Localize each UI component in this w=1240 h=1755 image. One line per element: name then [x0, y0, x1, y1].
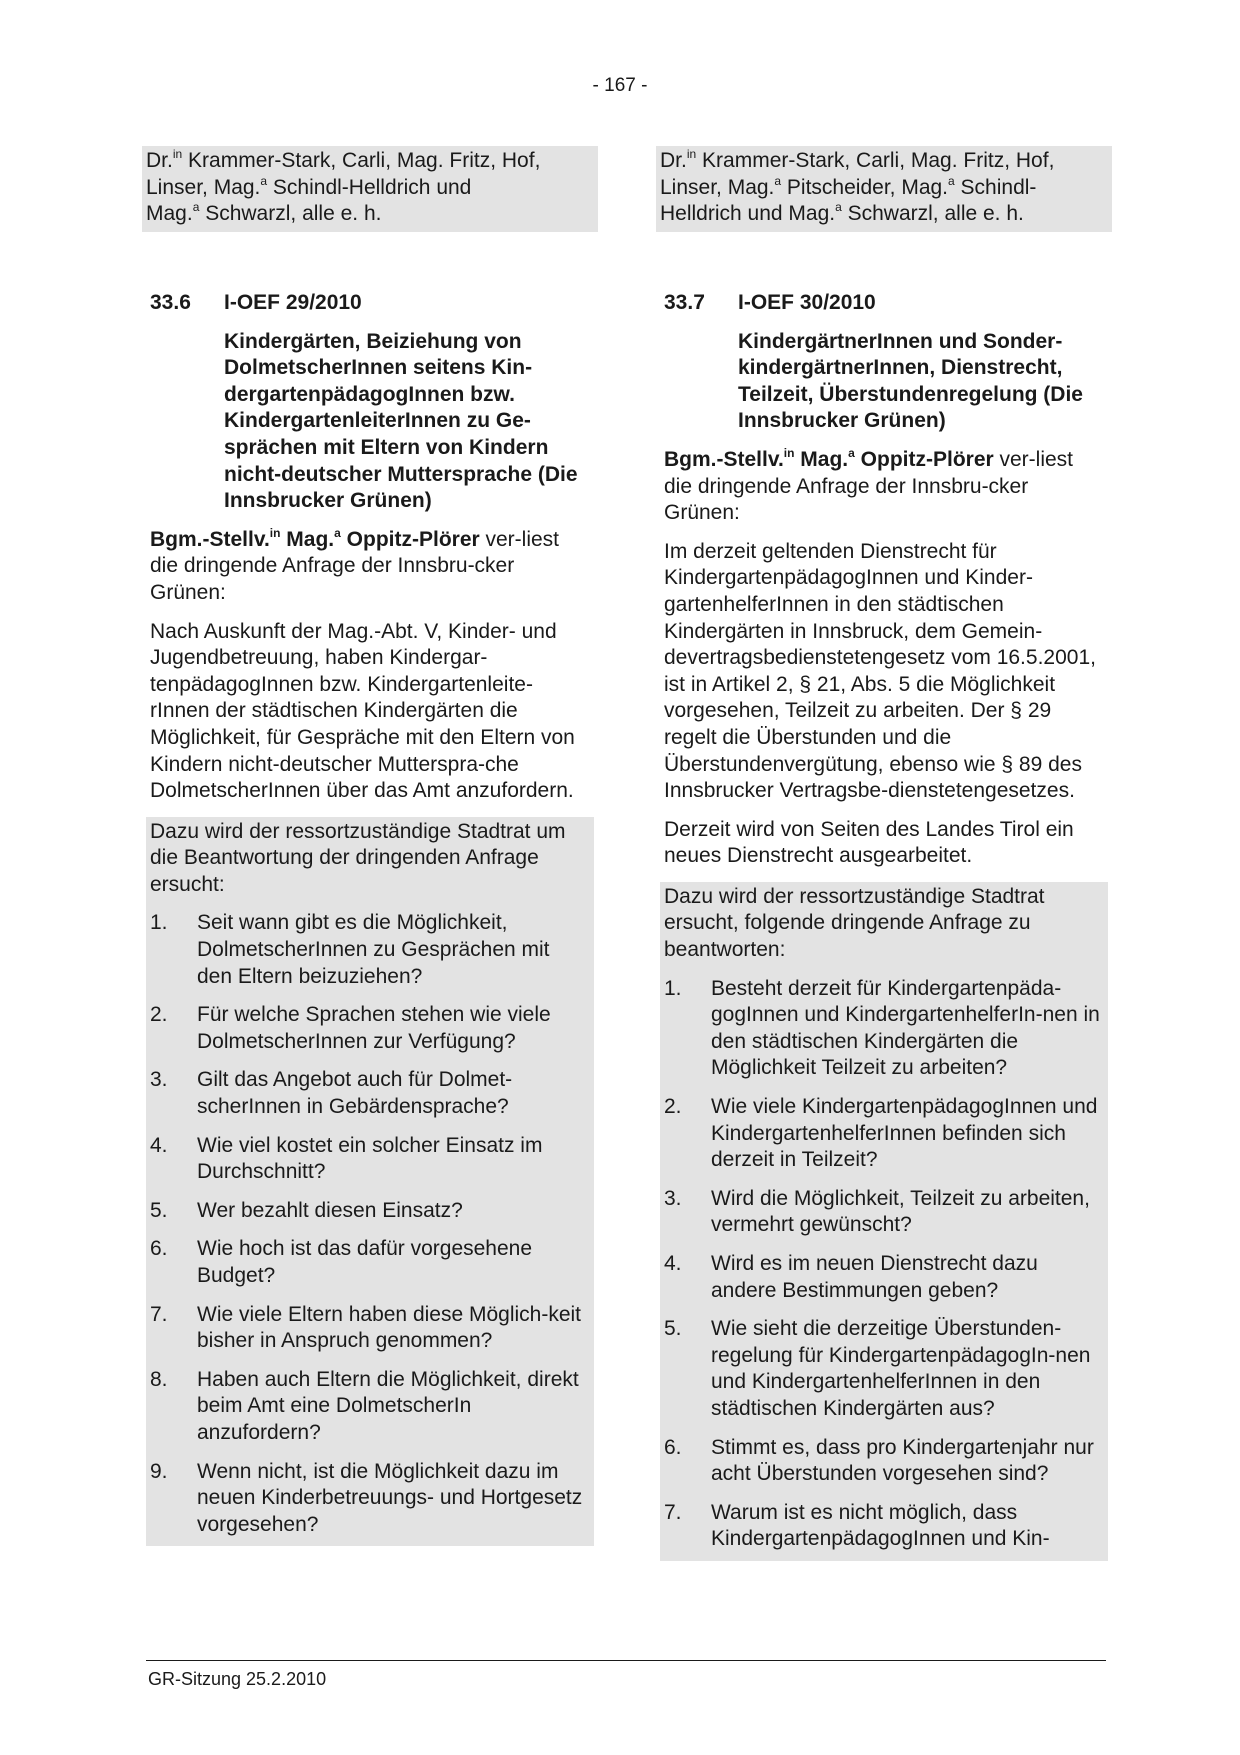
- list-item: 1. Besteht derzeit für Kindergartenpäda-gogInnen und KindergartenhelferIn-nen in den städtischen Kindergärten die Möglichkeit Teilzeit zu arbeiten?: [664, 976, 1100, 1080]
- right-vote-block: [656, 146, 1112, 232]
- section-number: 33.6: [150, 291, 191, 314]
- list-item: 6. Wie hoch ist das dafür vorgesehene Budget?: [150, 1237, 533, 1287]
- list-item: 2. Für welche Sprachen stehen wie viele DolmetscherInnen zur Verfügung?: [150, 1003, 551, 1053]
- speaker-intro: Bgm.-Stellv.$^{in}$ Mag.$^a$ Oppitz-Plörer ver-liest die dringende Anfrage der Innsbru-cker Grünen:: [150, 525, 560, 604]
- request-text: Dazu wird der ressortzuständige Stadtrat um die Beantwortung der dringenden Anfrage ersucht:: [150, 819, 566, 896]
- list-item: 4. Wird es im neuen Dienstrecht dazu andere Bestimmungen geben?: [664, 1252, 1038, 1302]
- list-item: 9. Wenn nicht, ist die Möglichkeit dazu im neuen Kinderbetreuungs- und Hortgesetz vorgesehen?: [150, 1459, 583, 1536]
- section-number: 33.7: [664, 291, 705, 314]
- section-subject: Kindergärten, Beiziehung von DolmetscherInnen seitens Kin-dergartenpädagogInnen bzw. KindergartenleiterInnen zu Ge-sprächen mit Eltern von Kindern nicht-deutscher Muttersprache (Die Innsbrucker Grünen): [224, 329, 578, 513]
- body-text: Im derzeit geltenden Dienstrecht für KindergartenpädagogInnen und Kinder-gartenhelferInnen in den städtischen Kindergärten in Innsbruck, dem Gemein-devertragsbedienstetengesetz vom 16.5.2001, ist in Artikel 2, § 21, Abs. 5 die Möglichkeit vorgesehen, Teilzeit zu arbeiten. Der § 29 regelt die Überstunden und die Überstundenvergütung, ebenso wie § 89 des Innsbrucker Vertragsbe-dienstetengesetzes.: [664, 539, 1096, 803]
- right-vote-line-2: Linser, Mag.$^a$ Pitscheider, Mag.$^a$ Schindl-: [660, 173, 1037, 199]
- section-heading: [664, 290, 1104, 317]
- section-code: I-OEF 29/2010: [224, 291, 362, 314]
- list-item: 2. Wie viele KindergartenpädagogInnen und KindergartenhelferInnen befinden sich derzeit in Teilzeit?: [664, 1095, 1098, 1172]
- speaker-intro: Bgm.-Stellv.$^{in}$ Mag.$^a$ Oppitz-Plörer ver-liest die dringende Anfrage der Innsbru-cker Grünen:: [664, 445, 1074, 525]
- list-item: 5. Wer bezahlt diesen Einsatz?: [150, 1198, 463, 1222]
- list-item: 4. Wie viel kostet ein solcher Einsatz im Durchschnitt?: [150, 1133, 543, 1184]
- body-text: Nach Auskunft der Mag.-Abt. V, Kinder- und Jugendbetreuung, haben Kindergar-tenpädagogInnen bzw. Kindergartenleite-rInnen der städtischen Kindergärten die Möglichkeit, für Gespräche mit den Eltern von Kindern nicht-deutscher Mutterspra-che DolmetscherInnen über das Amt anzufordern.: [150, 619, 575, 803]
- list-item: 6. Stimmt es, dass pro Kindergartenjahr nur acht Überstunden vorgesehen sind?: [664, 1435, 1094, 1486]
- request-text: Dazu wird der ressortzuständige Stadtrat ersucht, folgende dringende Anfrage zu beantworten:: [664, 884, 1045, 962]
- list-item: 7. Wie viele Eltern haben diese Möglich-keit bisher in Anspruch genommen?: [150, 1302, 582, 1353]
- left-vote-line-2: Linser, Mag.$^a$ Schindl-Helldrich und: [146, 173, 472, 199]
- right-vote-line-3: Helldrich und Mag.$^a$ Schwarzl, alle e. h.: [660, 200, 1024, 226]
- page-number: - 167 -: [592, 75, 648, 96]
- list-item: 3. Gilt das Angebot auch für Dolmet-scherInnen in Gebärdensprache?: [150, 1068, 513, 1119]
- left-vote-block: [142, 146, 598, 232]
- right-vote-line-1: Dr.$^{in}$ Krammer-Stark, Carli, Mag. Fritz, Hof,: [660, 147, 1055, 172]
- section-subject: KindergärtnerInnen und Sonder-kindergärtnerInnen, Dienstrecht, Teilzeit, Überstundenregelung (Die Innsbrucker Grünen): [738, 329, 1083, 433]
- question-block: [660, 882, 1108, 1561]
- footer-text: GR-Sitzung 25.2.2010: [148, 1669, 327, 1689]
- left-vote-line-1: Dr.$^{in}$ Krammer-Stark, Carli, Mag. Fritz, Hof,: [146, 147, 541, 172]
- list-item: 5. Wie sieht die derzeitige Überstunden-regelung für KindergartenpädagogIn-nen und KindergartenhelferInnen in den städtischen Kindergärten aus?: [664, 1317, 1091, 1420]
- section-33-7: [664, 290, 1104, 1561]
- left-vote-line-3: Mag.$^a$ Schwarzl, alle e. h.: [146, 200, 382, 226]
- section-33-6: [150, 290, 590, 1546]
- section-heading: [150, 290, 590, 317]
- list-item: 7. Warum ist es nicht möglich, dass KindergartenpädagogInnen und Kin-: [664, 1500, 1050, 1551]
- footer-divider: [146, 1660, 1106, 1661]
- list-item: 3. Wird die Möglichkeit, Teilzeit zu arbeiten, vermehrt gewünscht?: [664, 1186, 1090, 1237]
- body-text: Derzeit wird von Seiten des Landes Tirol ein neues Dienstrecht ausgearbeitet.: [664, 817, 1074, 868]
- question-list: [664, 976, 1104, 1553]
- list-item: 8. Haben auch Eltern die Möglichkeit, direkt beim Amt eine DolmetscherIn anzufordern?: [150, 1367, 579, 1444]
- question-block: [146, 817, 594, 1547]
- question-list: [150, 910, 590, 1538]
- section-code: I-OEF 30/2010: [738, 291, 876, 314]
- list-item: 1. Seit wann gibt es die Möglichkeit, DolmetscherInnen zu Gesprächen mit den Eltern beizuziehen?: [150, 911, 550, 988]
